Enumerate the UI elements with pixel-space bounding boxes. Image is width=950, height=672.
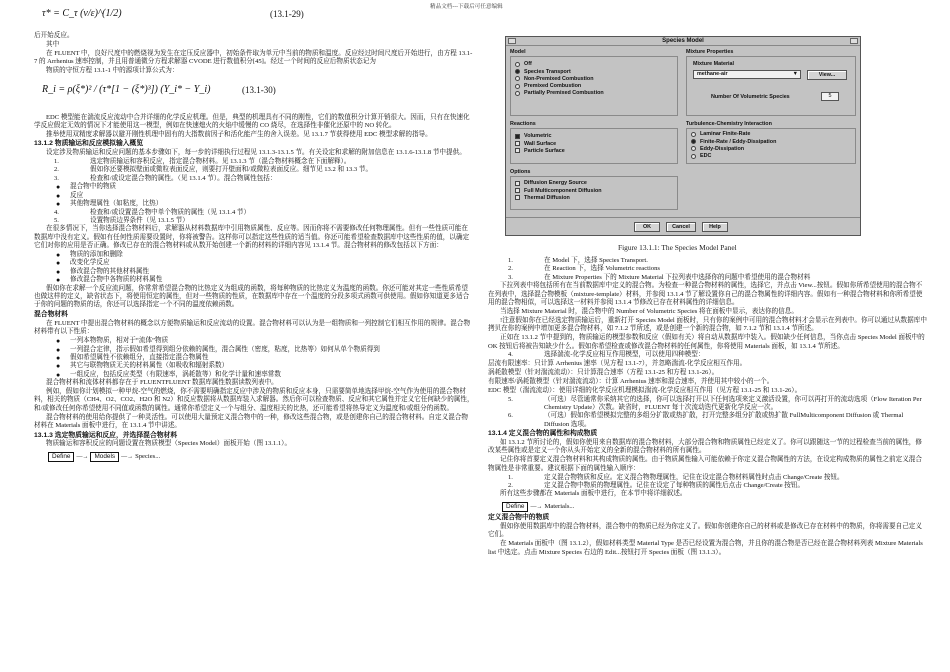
model-option[interactable]: Species Transport	[515, 68, 673, 75]
reaction-option[interactable]: Wall Surface	[515, 140, 673, 147]
equation-13-1-29	[34, 6, 474, 30]
tci-group	[686, 128, 856, 164]
figure-caption: Figure 13.1.1: The Species Model Panel	[618, 243, 737, 252]
bullet-item: ● 一列混合定律，指示假如希望得到组分依赖的属性，混合属性（密度，粘度，比热等）如何从单个物质得到	[56, 345, 380, 354]
model-option[interactable]: Premixed Combustion	[515, 83, 673, 90]
divider	[506, 217, 860, 218]
list-item: 2. 定义混合物中物质的物理属性。记住在设定了每种物质的属性后点击 Change/Create 按钮。	[508, 482, 805, 490]
checkbox-icon	[515, 188, 520, 193]
menu-materials[interactable]: Materials...	[544, 502, 575, 510]
options-group-label: Options	[510, 169, 531, 175]
num-species-label: Number Of Volumetric Species	[711, 94, 790, 100]
mixture-material-select[interactable]: methane-air ▼	[693, 70, 801, 79]
model-item: EDC 模型（湍流流动）：使用详细的化学反应机理模拟湍流-化学反应相互作用（见方程 13.1-25 和 13.1-26）。	[488, 386, 802, 394]
list-item: 4. 检查和/或设置混合物中单个物质的属性（见 13.1.4 节）	[54, 208, 251, 216]
list-item: 3. 在 Mixture Properties 下的 Mixture Material 下拉列表中选择你的问题中希望使用的混合物材料	[508, 273, 811, 281]
paragraph: 假如你使用数据库中的混合物材料，混合物中的物质已经为你定义了。假如你创建你自己的材料或是修改已存在材料中的物质，你将需要自己定义它们。	[488, 522, 922, 539]
paragraph: 物质的守恒方程 13.1-1 中的源项计算公式为：	[46, 67, 179, 75]
header-note: 精品文档---下载后可任意编辑	[430, 4, 503, 10]
view-button[interactable]: View...	[807, 70, 847, 80]
arrow-right-icon: —→	[530, 503, 543, 510]
model-item: 层流有限速率：只计算 Arrhenius 速率（见方程 13.1-7），并忽略湍流-化学反应相互作用。	[488, 359, 747, 367]
radio-icon	[691, 146, 696, 151]
list-item: 1. 在 Model 下，选择 Species Transport.	[508, 257, 648, 264]
tci-option[interactable]: EDC	[691, 153, 851, 160]
reactions-group	[510, 128, 678, 164]
list-item: 1. 选定物质输运和容积反应，指定混合物材料。见 13.1.3 节（混合物材料概念在下面解释）。	[54, 158, 351, 166]
list-item: 6. （可选）假如你希望模拟完整的多组分扩散或热扩散，打开完整多组分扩散或热扩散 FullMulticomponent Diffusion 或 Thermal Diffusion 选项。	[508, 412, 904, 428]
ok-button[interactable]: OK	[634, 222, 660, 232]
radio-icon	[515, 84, 520, 89]
section-heading: 13.1.3 选定物质输运和反应，并选择混合物材料	[34, 431, 178, 439]
paragraph: 正如在 13.1.2 节中提到的，物质输运的模型参数和反应（假如有关）将自动从数据库中装入。假如缺少任何信息，当你点击 Species Model 面板中的 OK 按钮后将被告知缺少什么。假如你希望检查或修改混合物材料的任何属性，你将使用 Materials 面板，如 13.1.4 节所述。	[488, 334, 925, 350]
model-group	[510, 56, 678, 116]
menu-path	[48, 452, 474, 462]
paragraph: 混合物材料和流体材料都存在于 FLUENTFLUENT 数据库属性数据读数列表中。	[46, 379, 278, 387]
model-group-label: Model	[510, 49, 526, 55]
bullet-item: ● 改变化学反应	[56, 259, 110, 268]
equation-13-1-30	[34, 82, 474, 112]
menu-path	[502, 502, 928, 512]
equation-number: (13.1-30)	[242, 84, 276, 95]
species-model-dialog	[505, 36, 861, 236]
reaction-option[interactable]: Particle Surface	[515, 147, 673, 154]
bullet-item: ● 其他物理属性（如粘度，比热）	[56, 200, 163, 209]
section-heading: 13.1.2 物质输运和反应模拟输入概览	[34, 140, 144, 148]
paragraph: 如 13.1.2 节所讨论的，假如你使用来自数据库的混合物材料，大部分混合物和物质属性已经定义了。你可以跟随这一节的过程检查当前的属性，修改某些属性或是定义一个你从头开始定义的全新的混合物材料的所有属性。	[488, 439, 922, 455]
radio-icon	[515, 76, 520, 81]
paragraph: 例如，假如你计划模拟一种甲烷-空气的燃烧，你不需要明确指定反应中涉及的物质和反应本身，只需要简单地选择甲烷-空气作为使用的混合物材料，相关的物质（CH4、O2、CO2、H2O 和 N2）和反应数据将从数据库装入求解器。然后你可以检查物质、反应和其它属性并定义它任何缺少的属性，和/或修改任何你希望使用不同值或函数的属性。通常你希望定义一个与组分、温度相关的比热，还可能希望将热导定义为温度和/或组分的函数。	[34, 388, 474, 412]
menu-species[interactable]: Species...	[135, 452, 161, 460]
list-item: 1. 定义混合物物质和反应。定义混合物物理属性，记住在设定混合物材料属性时点击 Change/Create 按钮。	[508, 473, 844, 481]
mixture-group-label: Mixture Properties	[686, 49, 734, 55]
menu-models[interactable]: Models	[90, 452, 119, 462]
paragraph: 在很多情况下，当你选择混合物材料后，求解器从材料数据库中引用物质属性、反应等。因而你将不需要修改任何物理属性。但有一些性质可能在数据库中没有定义。假如有任何性质需要设置时，你将被警告。这样你可以指定这些性质的适当值。你还可能希望检查数据库中这些性质的值，以确定它们对你的应用是否正确。修改已存在的混合物材料或从数开始创建一个新的材料的详细内容见 13.1.4 节。混合物材料的修改包括以下方面：	[34, 225, 470, 250]
tci-option[interactable]: Laminar Finite-Rate	[691, 131, 851, 138]
paragraph: 其中	[46, 40, 60, 48]
model-item: 有限速率/涡耗散模型（针对湍流流动）：计算 Arrhenius 速率和混合速率，并使用其中较小的一个。	[488, 377, 774, 385]
radio-selected-icon	[691, 139, 696, 144]
bullet-item: ● 修改混合物中各物质的材料属性	[56, 276, 163, 285]
equation-formula: R_i = ρ(ξ*)² / (τ*[1 − (ξ*)³]) (Y_i* − Y_i)	[42, 83, 211, 95]
option-item[interactable]: Full Multicomponent Diffusion	[515, 187, 673, 194]
dialog-titlebar	[506, 37, 860, 46]
menu-define[interactable]: Define	[502, 502, 528, 512]
list-item: 5. （可选）尽管通常你采纳其它的选择，你可以选择打开以下任何选项来定义激活设置，你可以再打开的流动选项（Flow Iteration Per Chemistry Update）次数。缺省时，FLUENT 每十次流动迭代更新化学反应一次。	[508, 395, 922, 411]
paragraph: 假如你在求解一个反应流问题，你常常希望混合物的比热定义为组成的函数，将每种物质的比热定义为温度的函数。你还可能对其定一些性质希望也做这样的定义，缺省状态下，将使用恒定的属性，但对一些物质的性质，在数据库中存在一个温度的分段多项式函数可供使用。假如你知道更多适合于你的问题的物质的话，你还可以选择指定一个不同的温度依赖函数。	[34, 284, 470, 309]
tci-option[interactable]: Eddy-Dissipation	[691, 145, 851, 152]
bullet-item: ● 混合物中的物质	[56, 183, 117, 192]
list-item: 5. 设置物质边界条件（见 13.1.5 节）	[54, 216, 189, 224]
help-button[interactable]: Help	[702, 222, 728, 232]
dialog-title: Species Model	[662, 38, 704, 44]
cancel-button[interactable]: Cancel	[666, 222, 696, 232]
radio-icon	[691, 132, 696, 137]
bullet-item: ● 物质的添加和删除	[56, 251, 123, 260]
radio-selected-icon	[515, 69, 520, 74]
list-item: 2. 假如你还要模拟壁面或微粒表面反应，则要打开壁面和/或微粒表面反应。细节见 13.2 和 13.3 节。	[54, 166, 373, 174]
chevron-down-icon: ▼	[792, 71, 798, 77]
checkbox-icon	[515, 195, 520, 200]
tci-option[interactable]: Finite-Rate / Eddy-Dissipation	[691, 138, 851, 145]
right-column	[488, 257, 928, 557]
section-heading: 混合物材料	[34, 310, 68, 318]
reactions-group-label: Reactions	[510, 121, 536, 127]
paragraph: 设定涉及物质输运和反应问题的基本步骤如下，每一步的详细执行过程见 13.1.3-13.1.5 节。有关设定和求解的附加信息在 13.1.6-13.1.8 节中提供。	[46, 149, 466, 157]
paragraph: 在 Materials 面板中（图 13.1.2），假如材料类型 Material Type 是否已经设置为混合物，并且你的混合物是否已经在混合物材料列表 Mixture Materials list 中选定。点击 Mixture Species 右边的 Edit...按钮打开 Species 面板（图 13.1.3）。	[488, 540, 923, 556]
radio-icon	[515, 91, 520, 96]
paragraph: 下拉列表中将包括所有在当前数据库中定义的混合物。为检查一种混合物材料的属性，选择它，并点击 View...按钮。假如你所希望使用的混合物不在列表中，选择混合物模板（mixture-template）材料，并参阅 13.1.4 节了解设置你自己的混合物属性的详细内容。假如有一种混合物材料和你所希望使用的混合物相似，可以选择这一材料并参阅 13.1.4 节修改已存在材料属性的详细信息。	[488, 282, 923, 307]
paragraph: 当选择 Mixture Material 时，混合物中的 Number of Volumetric Species 将在面板中显示，表达你的信息。	[500, 307, 798, 315]
paragraph: 后开始反应。	[34, 32, 74, 39]
paragraph: 记住你将首要定义混合物材料和其构成物质的属性。由于物质属性输入可能依赖于你定义混合物属性的方法，在设定构成物质的属性之前定义混合物属性是非常重要。建议根据下面的属性输入顺序：	[488, 456, 922, 472]
paragraph: 在 FLUENT 中提出混合物材料的概念以方便物质输运和反应流动的设置。混合物材料可以认为是一组物质和一列控制它们相互作用的规律。混合物材料带有以下性质：	[34, 319, 471, 336]
arrow-right-icon: —→	[76, 453, 89, 460]
reaction-option[interactable]: Volumetric	[515, 133, 673, 140]
bullet-item: ● 其它与联物物质无关的材料属性（如吸收和辐射系数）	[56, 362, 229, 371]
model-option[interactable]: Partially Premixed Combustion	[515, 90, 673, 97]
num-species-value: 5	[821, 92, 839, 101]
bullet-item: ● 一列本物物质，相对于“流体”物质	[56, 337, 169, 346]
option-item[interactable]: Thermal Diffusion	[515, 194, 673, 201]
equation-number: (13.1-29)	[270, 9, 304, 19]
paragraph: 混合物材料的使用给你提供了一种灵活性。可以使用大量预定义混合物中的一种，修改这些混合物，或是创建你自己的混合物材料。自定义混合物材料在 Materials 面板中进行，在 13.1.4 节中讲述。	[34, 413, 468, 430]
list-item: 4. 选择湍流-化学反应相互作用模型，可以使用四种模型：	[508, 351, 705, 359]
bullet-item: ● 一组反应，包括反应类型（有限速率，涡耗散等）和化学计量和速率常数	[56, 370, 281, 379]
arrow-right-icon: —→	[121, 453, 134, 460]
mixture-group	[686, 56, 856, 116]
section-heading: 定义混合物中的物质	[488, 513, 550, 521]
model-item: 涡耗散模型（针对湍流流动）：只计算混合速率（方程 13.1-25 和方程 13.1-26）。	[488, 368, 719, 376]
checkbox-icon	[515, 148, 520, 153]
checkbox-icon	[515, 141, 520, 146]
radio-icon	[691, 154, 696, 159]
paragraph: 在 FLUENT 中，良好尺度中的燃烧视为发生在定压反应器中，初始条件取为单元中当前的物质和温度。反应经过时间尺度后开始进行，由方程 13.1-7 的 Arrhenius 速率控制，并且用普通微分方程求解器 CVODE 进行数值积分[45]。经过一个时间的反应后物质状态记为	[34, 49, 473, 66]
mixture-material-label: Mixture Material	[693, 61, 735, 67]
section-heading: 13.1.4 定义混合物的属性和构成物质	[488, 430, 598, 438]
bullet-item: ● 修改混合物的其他材料属性	[56, 267, 150, 276]
equation-formula: τ* = C_τ (ν/ε)^(1/2)	[42, 8, 122, 19]
paragraph: !注意假如你在已经选定物质输运后，重新打开 Species Model 面板时，只有你的案例中可用的混合物材料才会显示在列表中。你可以通过从数据库中拷贝在你的案例中增加更多混合物材料，如 7.1.2 节所述，或是创建一个新的混合物，如 7.1.2 节和 13.1.4 节所述。	[488, 316, 927, 333]
left-column	[34, 0, 474, 464]
list-item: 3. 检查和/或设定混合物的属性。（见 13.1.4 节）。混合物属性包括：	[54, 174, 277, 182]
bullet-item: ● 反应	[56, 191, 84, 200]
paragraph: EDC 模型能在湍流反应流动中合并详细的化学反应机理。但是，典型的机理具有不同的刚性，它们的数值积分计算开销很大。因而，只有在快速化学反应假定无效的情况下才能使用这一模型，例如在快速熄火的火焰中缓慢的 CO 烧尽，在选择性非催化还原中的 NO 转化。	[34, 113, 470, 129]
bullet-item: ● 假如希望属性不依赖组分，直接指定混合物属性	[56, 353, 209, 362]
checkbox-icon	[515, 181, 520, 186]
maximize-icon[interactable]	[850, 38, 858, 44]
list-item: 2. 在 Reaction 下，选择 Volumetric reactions	[508, 265, 660, 273]
menu-define[interactable]: Define	[48, 452, 74, 462]
option-item[interactable]: Diffusion Energy Source	[515, 180, 673, 187]
paragraph: 推举使用双精度求解器以避开刚性机理中固有的大指数前因子和活化能产生的舍入误差。见 13.1.7 节获得使用 EDC 模型求解的指导。	[46, 130, 432, 138]
model-option[interactable]: Off	[515, 61, 673, 68]
tci-group-label: Turbulence-Chemistry Interaction	[686, 121, 772, 127]
model-option[interactable]: Non-Premixed Combustion	[515, 75, 673, 82]
paragraph: 物质输运和容积反应的问题设置在物质模型（Species Model）面板开始（图 13.1.1）。	[46, 440, 292, 448]
paragraph: 所有这些步骤都在 Materials 面板中进行，在本节中将详细叙述。	[500, 490, 687, 498]
checkbox-checked-icon	[515, 134, 520, 139]
options-group	[510, 176, 678, 210]
radio-icon	[515, 62, 520, 67]
